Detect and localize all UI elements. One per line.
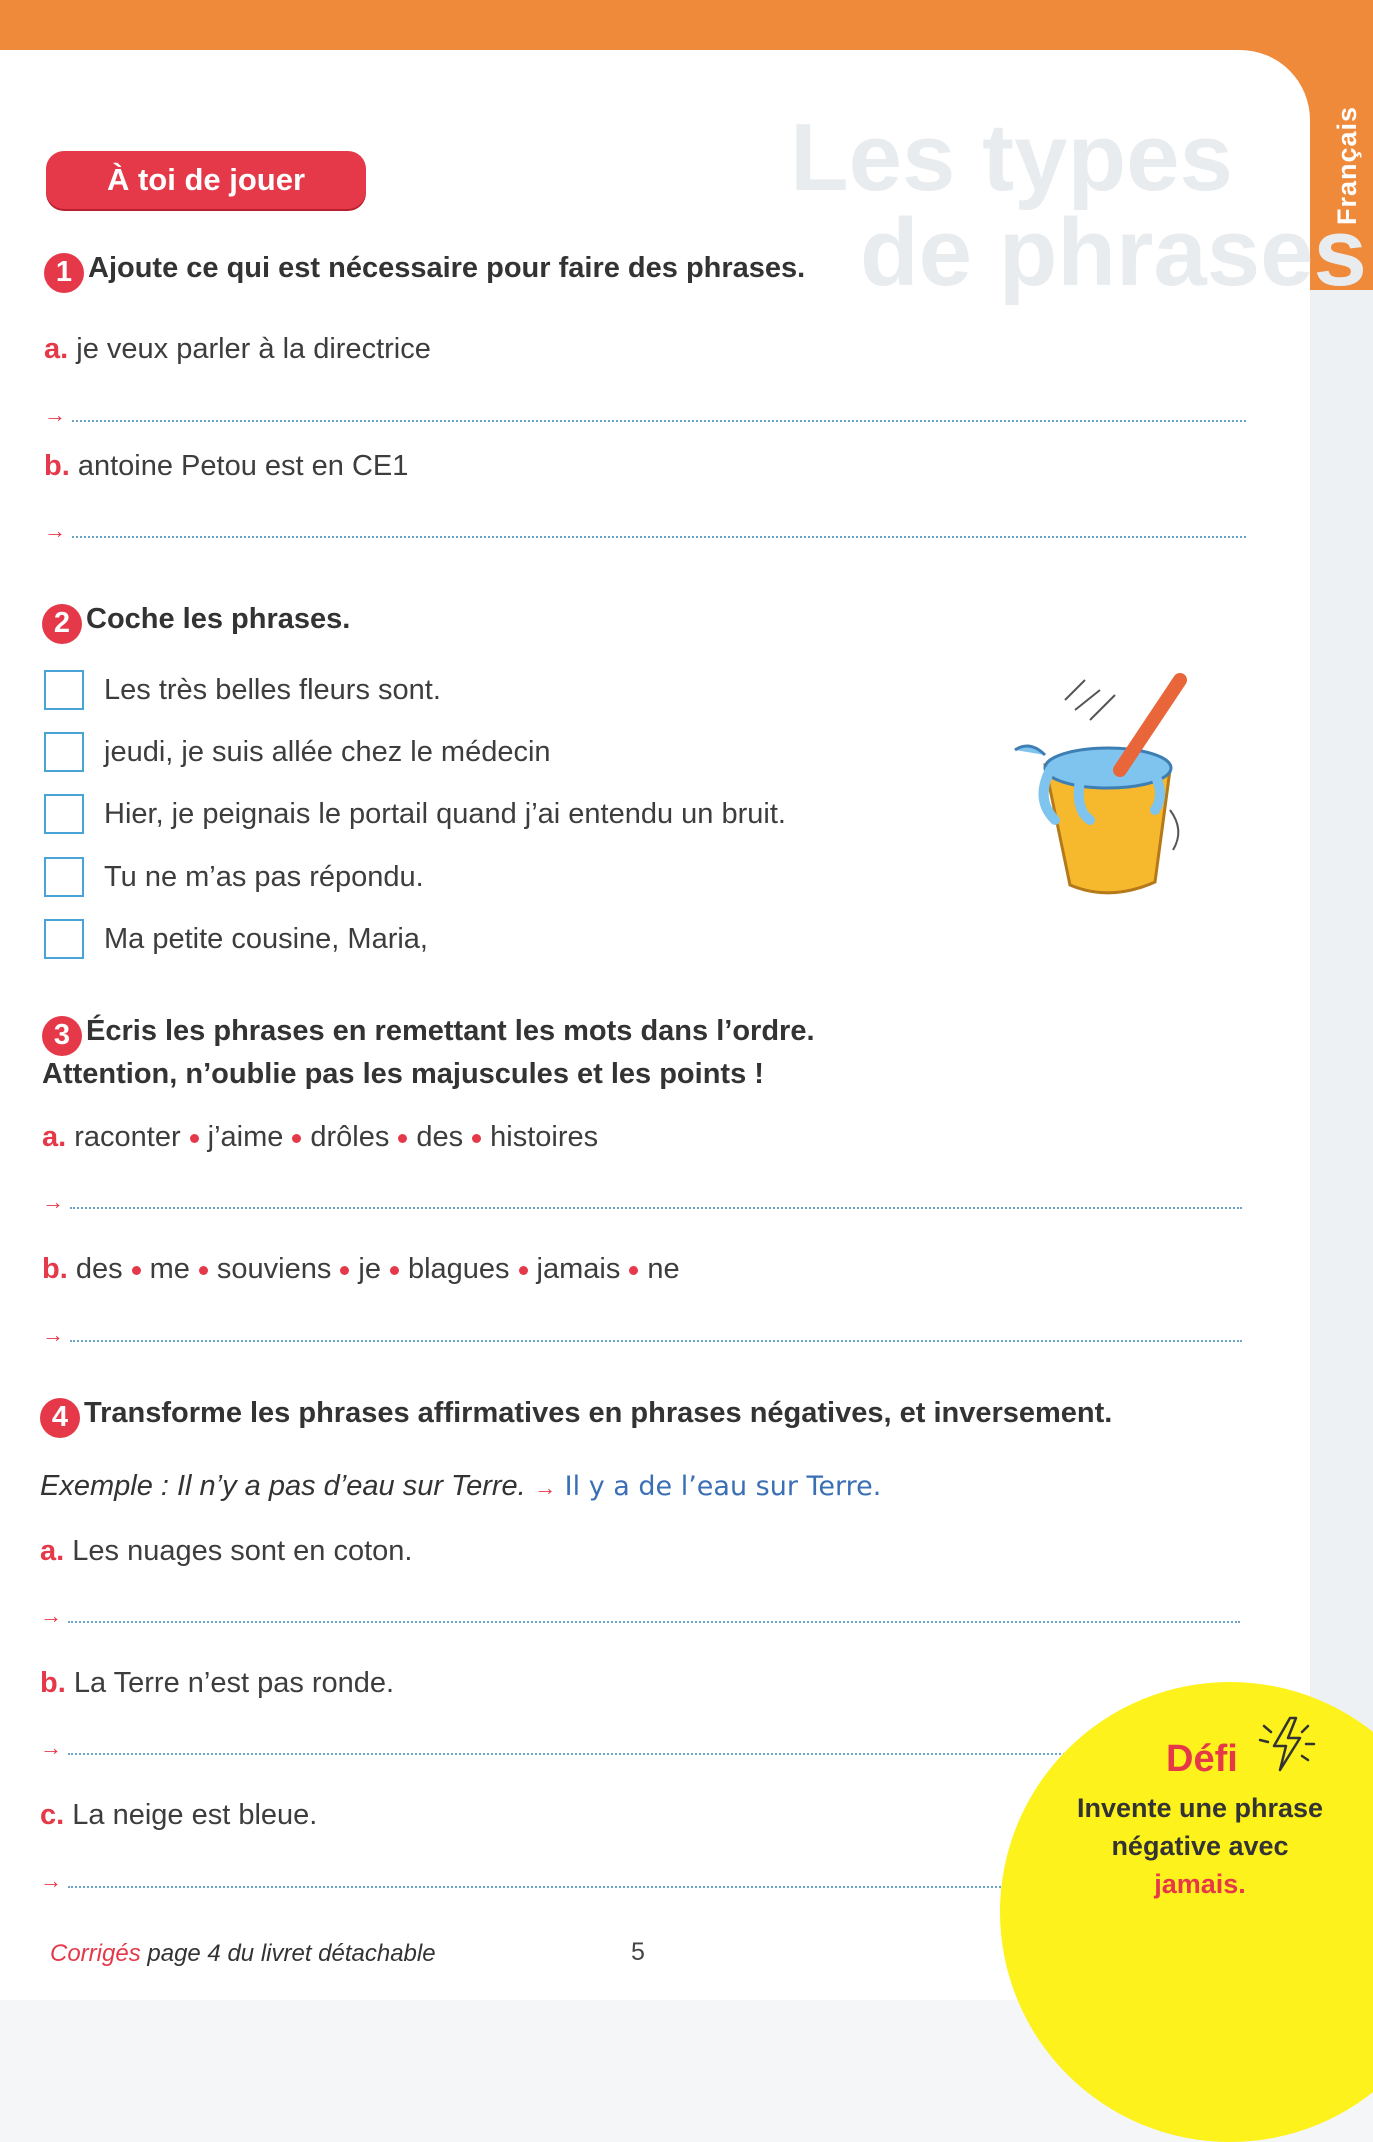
item-text: Les nuages sont en coton. (72, 1535, 413, 1567)
footer-note (50, 1940, 436, 1968)
exercise-4-item-c (40, 1799, 317, 1832)
subject-label: Français (1332, 105, 1362, 225)
checkbox[interactable] (44, 732, 84, 772)
ghost-title-line1: Les types (790, 104, 1233, 211)
bullet-separator (519, 1266, 528, 1275)
exercise-4-item-b (40, 1667, 394, 1700)
footer-corriges: Corrigés (50, 1940, 141, 1967)
item-text: je veux parler à la directrice (76, 333, 431, 365)
bullet-separator (390, 1266, 399, 1275)
checkbox-option-3[interactable] (44, 794, 786, 834)
word: blagues (407, 1253, 510, 1285)
answer-arrow-icon: → (44, 402, 66, 427)
item-text: La Terre n’est pas ronde. (73, 1667, 395, 1699)
section-title: À toi de jouer (46, 151, 366, 209)
checkbox[interactable] (44, 670, 84, 710)
exercise-4-item-a (40, 1535, 412, 1568)
exercise-instruction: Coche les phrases. (86, 603, 351, 635)
word: je (358, 1253, 381, 1285)
bullet-separator (190, 1134, 199, 1143)
answer-arrow-icon: → (44, 518, 66, 543)
exercise-3-item-b (42, 1253, 680, 1286)
checkbox-option-4[interactable] (44, 857, 424, 897)
exercise-1-item-a (44, 333, 431, 366)
answer-arrow-icon: → (42, 1322, 64, 1347)
answer-arrow-icon: → (40, 1868, 62, 1893)
item-letter: b. (44, 450, 70, 482)
option-text: Tu ne m’as pas répondu. (104, 860, 424, 893)
defi-line-3: jamais. (1154, 1868, 1246, 1899)
exercise-number: 1 (44, 253, 84, 293)
word: des (75, 1253, 123, 1285)
item-text: antoine Petou est en CE1 (77, 450, 409, 482)
exercise-3-instruction-line2: Attention, n’oublie pas les majuscules et les points ! (42, 1058, 764, 1090)
page-number: 5 (631, 1938, 645, 1966)
paint-bucket-illustration (1005, 670, 1210, 900)
bullet-separator (472, 1134, 481, 1143)
item-text: La neige est bleue. (72, 1799, 318, 1831)
answer-line-3b[interactable] (70, 1340, 1242, 1342)
option-text: Hier, je peignais le portail quand j’ai entendu un bruit. (104, 797, 786, 830)
exercise-3-header (42, 1015, 815, 1056)
word: ne (647, 1253, 680, 1285)
answer-line-1b[interactable] (72, 536, 1246, 538)
exercise-number: 3 (42, 1016, 82, 1056)
item-letter: b. (40, 1667, 66, 1699)
exercise-1-item-b (44, 450, 408, 483)
answer-line-4b[interactable] (68, 1753, 1068, 1755)
checkbox-option-1[interactable] (44, 670, 441, 710)
word: me (149, 1253, 190, 1285)
defi-text (1060, 1790, 1340, 1903)
bullet-separator (398, 1134, 407, 1143)
answer-line-4c[interactable] (68, 1886, 1008, 1888)
checkbox-option-5[interactable] (44, 919, 428, 959)
defi-line-2: négative avec (1111, 1830, 1289, 1861)
checkbox-option-2[interactable] (44, 732, 551, 772)
word: j’aime (207, 1121, 284, 1153)
option-text: Ma petite cousine, Maria, (104, 922, 428, 955)
exercise-1-header (44, 252, 805, 293)
bullet-separator (629, 1266, 638, 1275)
defi-title: Défi (1166, 1738, 1238, 1780)
example-answer: Il y a de l’eau sur Terre. (564, 1471, 882, 1502)
answer-arrow-icon: → (40, 1603, 62, 1628)
lightning-icon (1252, 1710, 1322, 1780)
footer-text: page 4 du livret détachable (147, 1940, 436, 1967)
exercise-4-header (40, 1397, 1112, 1438)
checkbox[interactable] (44, 857, 84, 897)
answer-line-3a[interactable] (70, 1207, 1242, 1209)
exercise-2-header (42, 603, 350, 644)
defi-line-1: Invente une phrase (1076, 1793, 1324, 1823)
example-arrow-icon: → (534, 1475, 557, 1500)
exercise-4-example (40, 1470, 881, 1503)
item-letter: c. (40, 1799, 65, 1831)
answer-line-4a[interactable] (68, 1621, 1240, 1623)
example-label: Exemple : Il n’y a pas d’eau sur Terre. (40, 1470, 526, 1502)
checkbox[interactable] (44, 794, 84, 834)
answer-line-1a[interactable] (72, 420, 1246, 422)
bullet-separator (132, 1266, 141, 1275)
word: des (416, 1121, 464, 1153)
word: souviens (216, 1253, 332, 1285)
exercise-instruction: Écris les phrases en remettant les mots dans l’ordre. (86, 1015, 815, 1047)
bullet-separator (340, 1266, 349, 1275)
exercise-number: 2 (42, 604, 82, 644)
bullet-separator (199, 1266, 208, 1275)
option-text: Les très belles fleurs sont. (104, 673, 441, 706)
exercise-instruction: Ajoute ce qui est nécessaire pour faire des phrases. (88, 252, 806, 284)
word: raconter (74, 1121, 181, 1153)
exercise-number: 4 (40, 1398, 80, 1438)
ghost-title-line2: de phrases (860, 199, 1367, 306)
item-letter: a. (42, 1121, 67, 1153)
checkbox[interactable] (44, 919, 84, 959)
item-letter: a. (44, 333, 69, 365)
option-text: jeudi, je suis allée chez le médecin (104, 735, 551, 768)
bullet-separator (292, 1134, 301, 1143)
word: jamais (536, 1253, 621, 1285)
item-letter: b. (42, 1253, 68, 1285)
word: histoires (490, 1121, 599, 1153)
word: drôles (310, 1121, 390, 1153)
answer-arrow-icon: → (42, 1189, 64, 1214)
exercise-instruction: Transforme les phrases affirmatives en phrases négatives, et inversement. (84, 1397, 1113, 1429)
answer-arrow-icon: → (40, 1735, 62, 1760)
item-letter: a. (40, 1535, 65, 1567)
exercise-3-item-a (42, 1121, 598, 1154)
